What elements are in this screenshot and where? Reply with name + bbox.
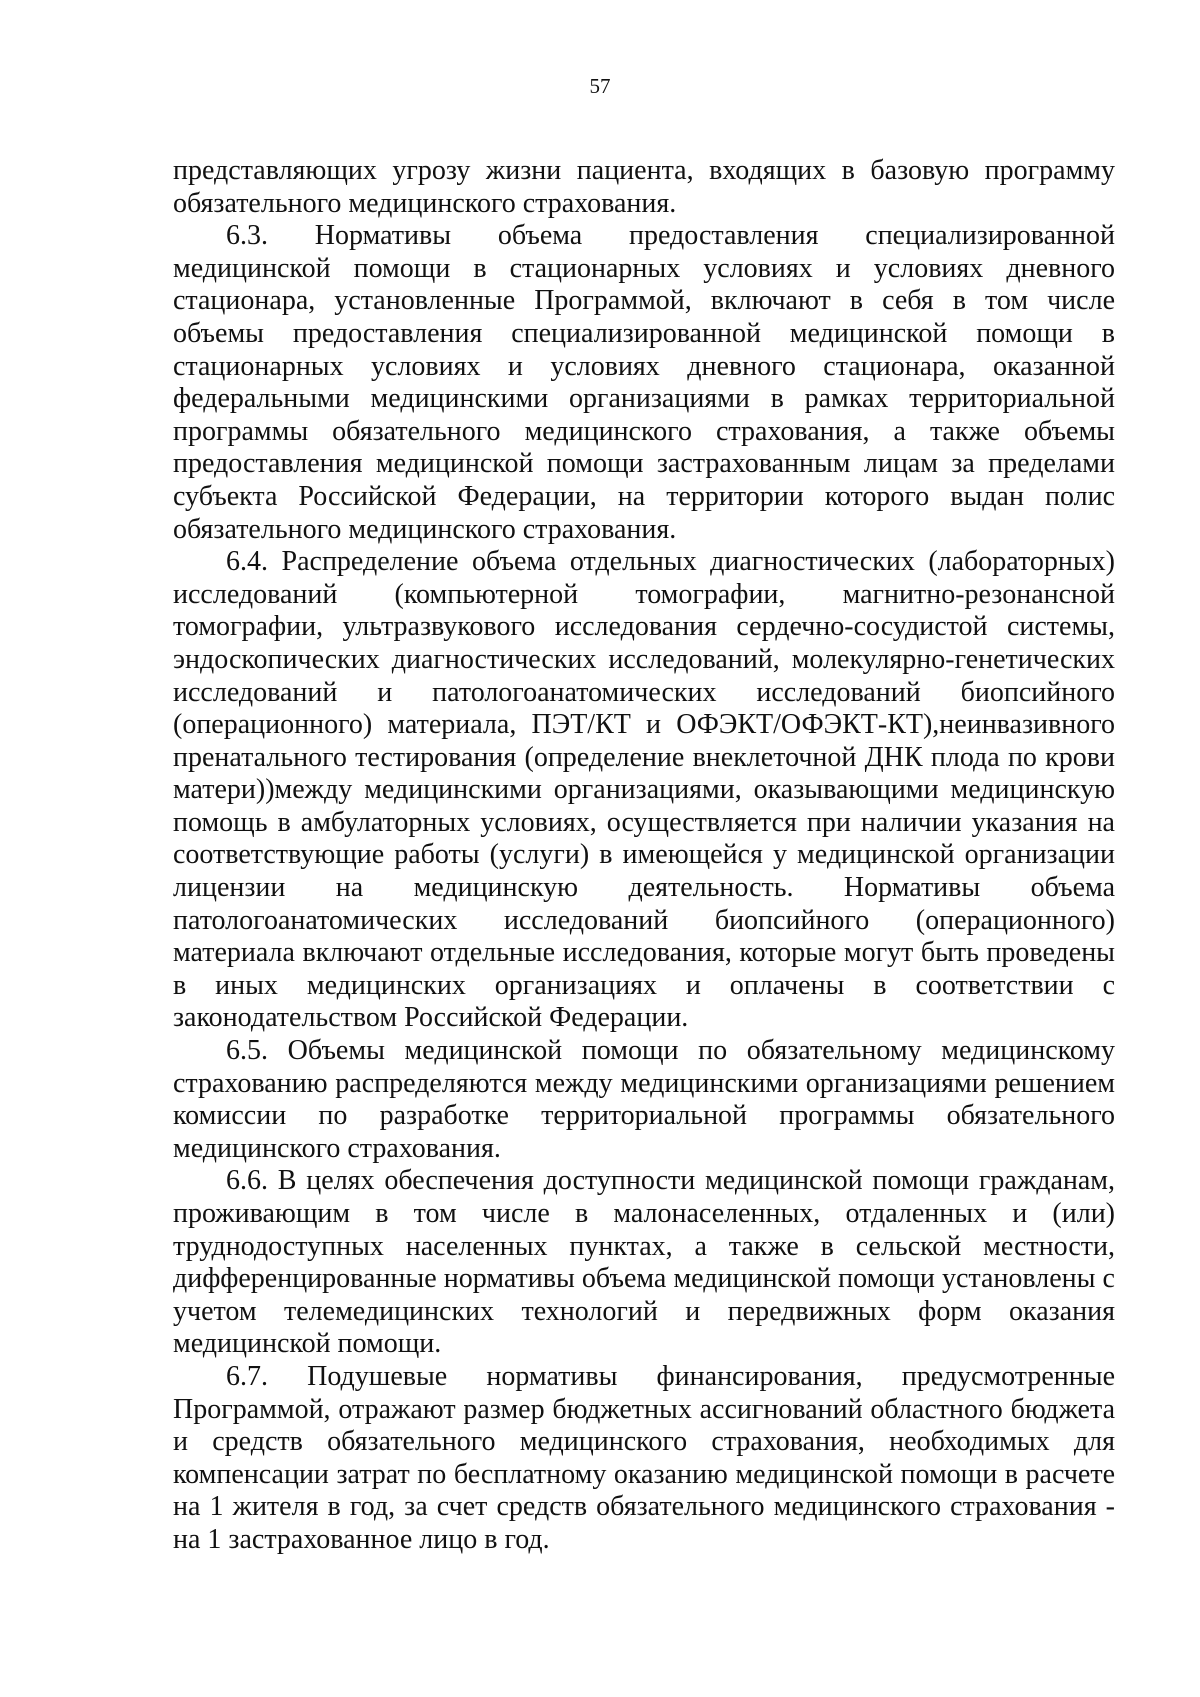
paragraph-6-7: 6.7. Подушевые нормативы финансирования, предусмотренные Программой, отражают размер бюджетных ассигнований областного бюджета и средств обязательного медицинского страхования, необходимых для компенсации затрат по бесплатному оказанию медицинской помощи в расчете на 1 жителя в год, за счет средств обязательного медицинского страхования - на 1 застрахованное лицо в год.: [173, 1360, 1115, 1555]
paragraph-6-5: 6.5. Объемы медицинской помощи по обязательному медицинскому страхованию распределяются между медицинскими организациями решением комиссии по разработке территориальной программы обязательного медицинского страхования.: [173, 1035, 1115, 1164]
page-number: 57: [589, 74, 611, 98]
paragraph-6-3: 6.3. Нормативы объема предоставления специализированной медицинской помощи в стационарных условиях и условиях дневного стационара, установленные Программой, включают в себя в том числе объемы предоставления специализированной медицинской помощи в стационарных условиях и условиях дневного стационара, оказанной федеральными медицинскими организациями в рамках территориальной программы обязательного медицинского страхования, а также объемы предоставления медицинской помощи застрахованным лицам за пределами субъекта Российской Федерации, на территории которого выдан полис обязательного медицинского страхования.: [173, 220, 1115, 545]
document-body: [173, 155, 1115, 1557]
paragraph-continuation: представляющих угрозу жизни пациента, входящих в базовую программу обязательного медицинского страхования.: [173, 155, 1115, 219]
paragraph-6-6: 6.6. В целях обеспечения доступности медицинской помощи гражданам, проживающим в том числе в малонаселенных, отдаленных и (или) труднодоступных населенных пунктах, а также в сельской местности, дифференцированные нормативы объема медицинской помощи установлены с учетом телемедицинских технологий и передвижных форм оказания медицинской помощи.: [173, 1165, 1115, 1360]
paragraph-6-4: 6.4. Распределение объема отдельных диагностических (лабораторных) исследований (компьютерной томографии, магнитно-резонансной томографии, ультразвукового исследования сердечно-сосудистой системы, эндоскопических диагностических исследований, молекулярно-генетических исследований и патологоанатомических исследований биопсийного (операционного) материала, ПЭТ/КТ и ОФЭКТ/ОФЭКТ-КТ),неинвазивного пренатального тестирования (определение внеклеточной ДНК плода по крови матери))между медицинскими организациями, оказывающими медицинскую помощь в амбулаторных условиях, осуществляется при наличии указания на соответствующие работы (услуги) в имеющейся у медицинской организации лицензии на медицинскую деятельность. Нормативы объема патологоанатомических исследований биопсийного (операционного) материала включают отдельные исследования, которые могут быть проведены в иных медицинских организациях и оплачены в соответствии с законодательством Российской Федерации.: [173, 546, 1115, 1034]
